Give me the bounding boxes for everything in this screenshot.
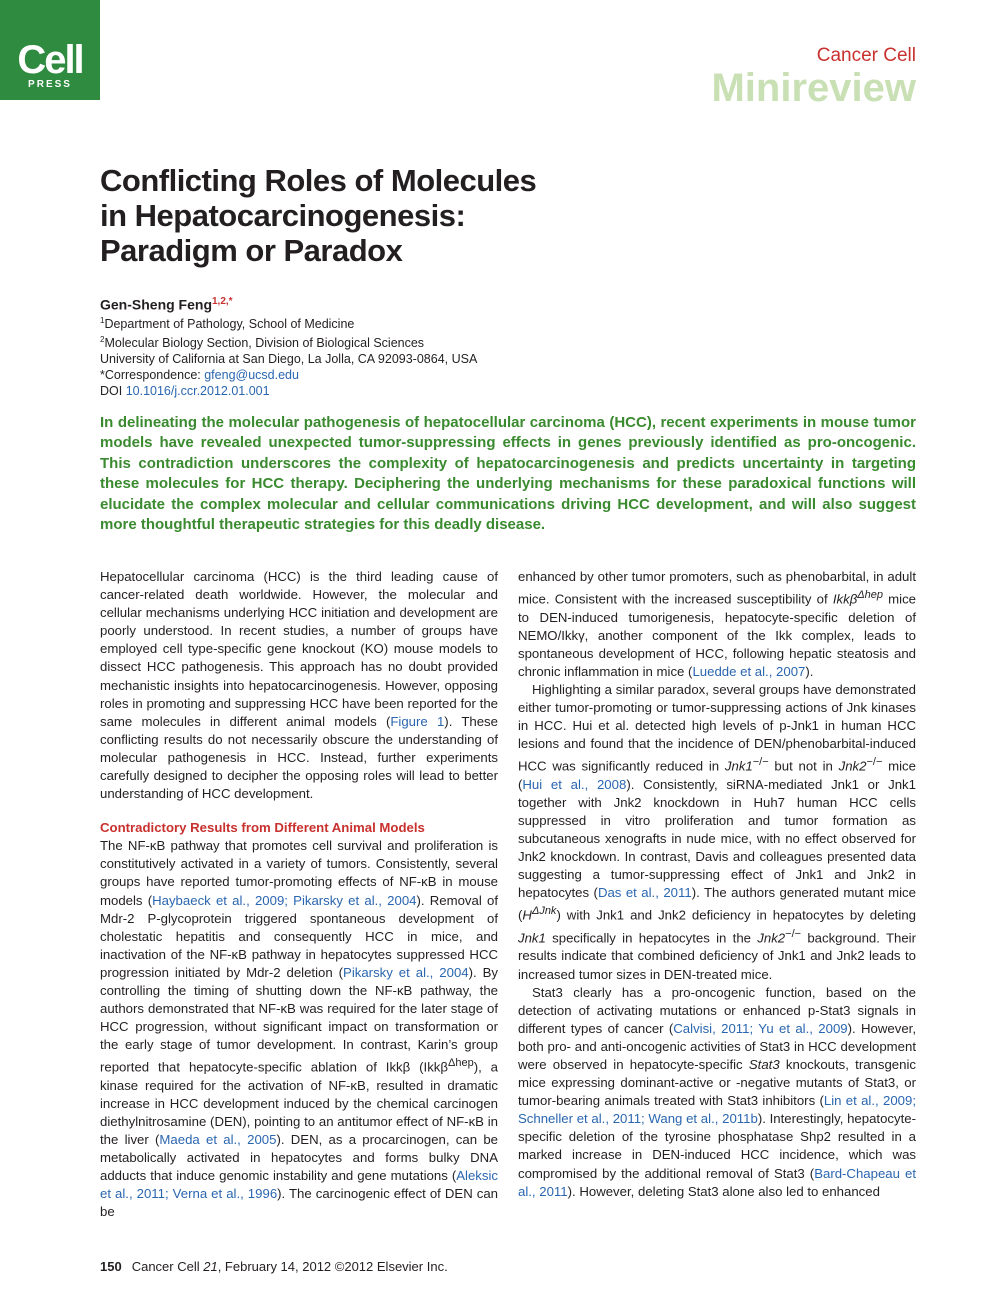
author-marks: 1,2,* [212,296,233,307]
doi-label: DOI [100,384,126,399]
page-footer [100,1259,448,1274]
title-line-1: Conflicting Roles of Molecules [100,163,537,198]
paragraph-nfkb: The NF-κB pathway that promotes cell survival and proliferation is constitutively activated in a variety of tumors. Consistently, several groups have reported tumor-promoting effects of NF-κB in mouse models (Haybaeck et al., 2009; Pikarsky et al., 2004). Removal of Mdr-2 P-glycoprotein triggered spontaneous development of cholestatic hepatitis and consequently HCC in mice, and inactivation of the NF-κB pathway in hepatocytes suppressed HCC progression initiated by Mdr-2 deletion (Pikarsky et al., 2004). By controlling the timing of shutting down the NF-κB pathway, the authors demonstrated that NF-κB was required for the later stage of HCC progression, without significant impact on transformation or the early stage of tumor development. In contrast, Karin’s group reported that hepatocyte-specific ablation of Ikkβ (Ikkβ$^{\Delta hep}$), a kinase required for the activation of NF-κB, resulted in dramatic increase in HCC development induced by the chemical carcinogen diethylnitrosamine (DEN), pointing to an antitumor effect of NF-κB in the liver (Maeda et al., 2005). DEN, as a procarcinogen, can be metabolically activated in hepatocytes and forms bulky DNA adducts that induce genomic instability and gene mutations (Aleksic et al., 2011; Verna et al., 1996). The carcinogenic effect of DEN can be [100,838,499,1220]
affiliation-2 [100,332,477,351]
paragraph-intro: Hepatocellular carcinoma (HCC) is the third leading cause of cancer-related death worldwide. However, the molecular and cellular mechanisms underlying HCC initiation and development are poorly understood. In recent studies, a number of groups have employed cell type-specific gene knockout (KO) mouse models to dissect HCC pathogenesis. This approach has no doubt provided mechanistic insights into hepatocarcinogenesis. However, opposing roles in promoting and suppressing HCC have been reported for the same molecules in different animal models (Figure 1). These conflicting results do not necessarily obscure the understanding of molecular pathogenesis in HCC. Instead, further experiments carefully designed to decipher the opposing roles will lead to better understanding of HCC development. [100,569,498,802]
affiliation-1 [100,313,477,332]
title-line-2: in Hepatocarcinogenesis: [100,198,466,233]
author-name: Gen-Sheng Feng [100,296,212,313]
paragraph-stat3: Stat3 clearly has a pro-oncogenic function, based on the detection of activating mutations or enhanced p-Stat3 signals in different types of cancer (Calvisi, 2011; Yu et al., 2009). However, both pro- and anti-oncogenic activities of Stat3 in HCC development were observed in hepatocyte-specific Stat3 knockouts, transgenic mice expressing dominant-active or -negative mutants of Stat3, or tumor-bearing animals treated with Stat3 inhibitors (Lin et al., 2009; Schneller et al., 2011; Wang et al., 2011b). Interestingly, hepatocyte-specific deletion of the tyrosine phosphatase Shp2 resulted in a marked increase in DEN-induced HCC incidence, which was compromised by the additional removal of Stat3 (Bard-Chapeau et al., 2011). However, deleting Stat3 alone also led to enhanced [518,984,916,1199]
aff2-text: Molecular Biology Section, Division of Biological Sciences [104,336,425,351]
citation-link[interactable]: Aleksic et al., 2011; Verna et al., 1996 [100,1168,498,1202]
footer-journal: Cancer Cell [131,1259,204,1274]
paragraph-ikk: enhanced by other tumor promoters, such as phenobarbital, in adult mice. Consistent with the increased susceptibility of Ikkβ$^{\Delta hep}$ mice to DEN-induced tumorigenesis, hepatocyte-specific deletion of NEMO/Ikkγ, another component of the Ikk complex, leads to spontaneous development of HCC, following hepatic steatosis and chronic inflammation in mice (Luedde et al., 2007). [518,569,916,679]
author-line [100,296,233,313]
body-column-right [518,568,916,1201]
affiliations [100,313,477,399]
abstract: In delineating the molecular pathogenesis of hepatocellular carcinoma (HCC), recent experiments in mouse tumor models have revealed unexpected tumor-suppressing effects in genes previously identified as pro-oncogenic. This contradiction underscores the complexity of hepatocarcinogenesis and predicts uncertainty in targeting these molecules for HCC therapy. Deciphering the underlying mechanisms for these paradoxical functions will elucidate the complex molecular and cellular communications driving HCC development, and will also suggest more thoughtful therapeutic strategies for this deadly disease. [100,414,916,534]
citation-link[interactable]: Haybaeck et al., 2009; Pikarsky et al., 2004 [152,892,417,908]
aff2-number: 2 [100,335,105,345]
body-column-left [100,568,498,1222]
article-type: Minireview [711,66,916,110]
logo-main-text: Cell [17,38,83,82]
doi-line [100,383,477,399]
aff1-text: Department of Pathology, School of Medicine [104,317,355,332]
section-heading: Contradictory Results from Different Animal Models [100,820,425,836]
paragraph-jnk: Highlighting a similar paradox, several groups have demonstrated either tumor-promoting or tumor-suppressing actions of Jnk kinases in HCC. Hui et al. detected high levels of p-Jnk1 in human HCC lesions and found that the incidence of DEN/phenobarbital-induced HCC was significantly reduced in Jnk1−/− but not in Jnk2−/− mice (Hui et al., 2008). Consistently, siRNA-mediated Jnk1 or Jnk1 together with Jnk2 knockdown in Huh7 human HCC cells suppressed in vitro proliferation and tumor formation as subcutaneous xenografts in nude mice, with no effect observed for Jnk2 knockdown. In contrast, Davis and colleagues presented data suggesting a tumor-suppressing effect of Jnk1 and Jnk2 in hepatocytes (Das et al., 2011). The authors generated mutant mice $(H^{\Delta Jnk})$ with Jnk1 and Jnk2 deficiency in hepatocytes by deleting Jnk1 specifically in hepatocytes in the Jnk2−/− background. Their results indicate that combined deficiency of Jnk1 and Jnk2 leads to increased tumor sizes in DEN-treated mice. [518,681,916,982]
citation-link[interactable]: Calvisi, 2011; Yu et al., 2009 [673,1020,848,1036]
citation-link[interactable]: Maeda et al., 2005 [159,1132,277,1148]
citation-link[interactable]: Lin et al., 2009; Schneller et al., 2011; Wang et al., 2011b [518,1093,916,1127]
citation-link[interactable]: Bard-Chapeau et al., 2011 [518,1165,916,1199]
article-title [100,163,536,268]
correspondence-label: *Correspondence: [100,368,205,383]
figure-1-link[interactable]: Figure 1 [390,713,445,729]
footer-date: , February 14, 2012 ©2012 Elsevier Inc. [217,1259,448,1274]
correspondence [100,367,477,383]
aff1-number: 1 [100,316,105,325]
logo-sub-text: PRESS [28,79,72,90]
footer-volume: 21 [203,1259,218,1274]
cell-press-logo [0,0,100,100]
citation-link[interactable]: Luedde et al., 2007 [692,663,806,679]
citation-link[interactable]: Das et al., 2011 [597,885,692,901]
citation-link[interactable]: Pikarsky et al., 2004 [343,964,469,980]
citation-link[interactable]: Hui et al., 2008 [522,776,627,792]
doi-link[interactable]: 10.1016/j.ccr.2012.01.001 [125,384,270,399]
title-line-3: Paradigm or Paradox [100,233,403,268]
journal-name: Cancer Cell [816,45,916,66]
page-number: 150 [100,1259,122,1274]
affiliation-3: University of California at San Diego, La Jolla, CA 92093-0864, USA [100,352,478,367]
email-link[interactable]: gfeng@ucsd.edu [204,368,299,383]
